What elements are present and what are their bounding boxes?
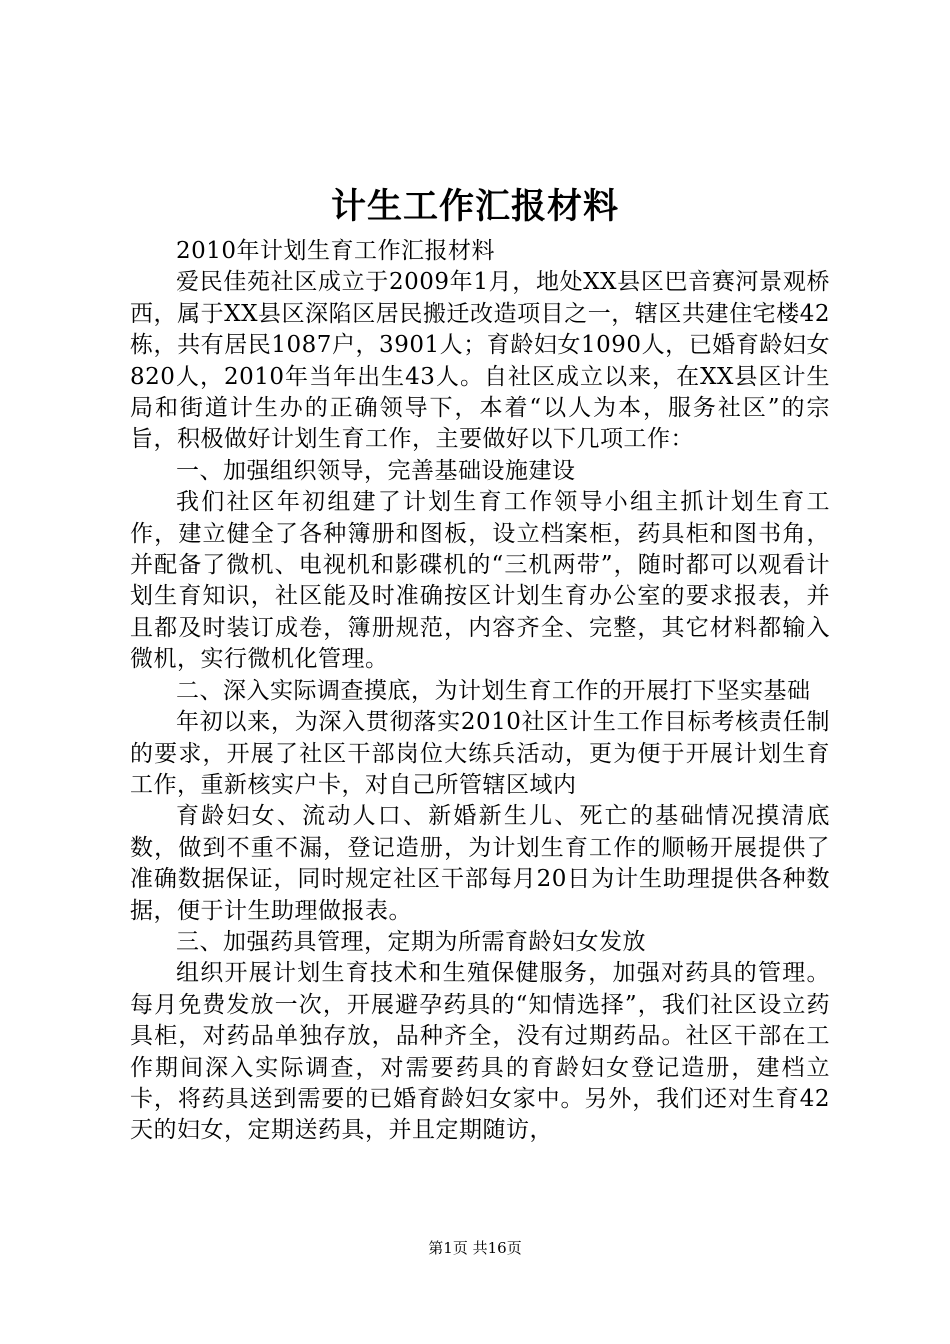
document-body <box>130 236 830 1147</box>
paragraph-section-2a: 年初以来，为深入贯彻落实2010社区计生工作目标考核责任制的要求，开展了社区干部岗位大练兵活动，更为便于开展计划生育工作，重新核实户卡，对自己所管辖区域内 <box>130 709 830 798</box>
document-title: 计生工作汇报材料 <box>330 186 619 227</box>
page-footer: 第1页 共16页 <box>428 1239 522 1257</box>
section-heading-2: 二、深入实际调查摸底，为计划生育工作的开展打下坚实基础 <box>176 677 811 704</box>
paragraph-section-2b: 育龄妇女、流动人口、新婚新生儿、死亡的基础情况摸清底数，做到不重不漏，登记造册，为计划生育工作的顺畅开展提供了准确数据保证，同时规定社区干部每月20日为计生助理提供各种数据，便于计生助理做报表。 <box>130 803 830 924</box>
paragraph-section-1: 我们社区年初组建了计划生育工作领导小组主抓计划生育工作，建立健全了各种簿册和图板，设立档案柜，药具柜和图书角，并配备了微机、电视机和影碟机的“三机两带”，随时都可以观看计划生育知识，社区能及时准确按区计划生育办公室的要求报表，并且都及时装订成卷，簿册规范，内容齐全、完整，其它材料都输入微机，实行微机化管理。 <box>130 489 830 673</box>
section-heading-3: 三、加强药具管理，定期为所需育龄妇女发放 <box>176 928 646 955</box>
paragraph-section-3: 组织开展计划生育技术和生殖保健服务，加强对药具的管理。每月免费发放一次，开展避孕药具的“知情选择”，我们社区设立药具柜，对药品单独存放，品种齐全，没有过期药品。社区干部在工作期间深入实际调查，对需要药具的育龄妇女登记造册，建档立卡，将药具送到需要的已婚育龄妇女家中。另外，我们还对生育42天的妇女，定期送药具，并且定期随访， <box>130 960 830 1144</box>
paragraph-subtitle: 2010年计划生育工作汇报材料 <box>176 238 496 264</box>
paragraph-intro: 爱民佳苑社区成立于2009年1月，地处XX县区巴音赛河景观桥西，属于XX县区深陷区居民搬迁改造项目之一，辖区共建住宅楼42栋，共有居民1087户，3901人；育龄妇女1090人，已婚育龄妇女820人，2010年当年出生43人。自社区成立以来，在XX县区计生局和街道计生办的正确领导下，本着“以人为本，服务社区”的宗旨，积极做好计划生育工作，主要做好以下几项工作： <box>130 269 830 453</box>
section-heading-1: 一、加强组织领导，完善基础设施建设 <box>176 457 576 484</box>
